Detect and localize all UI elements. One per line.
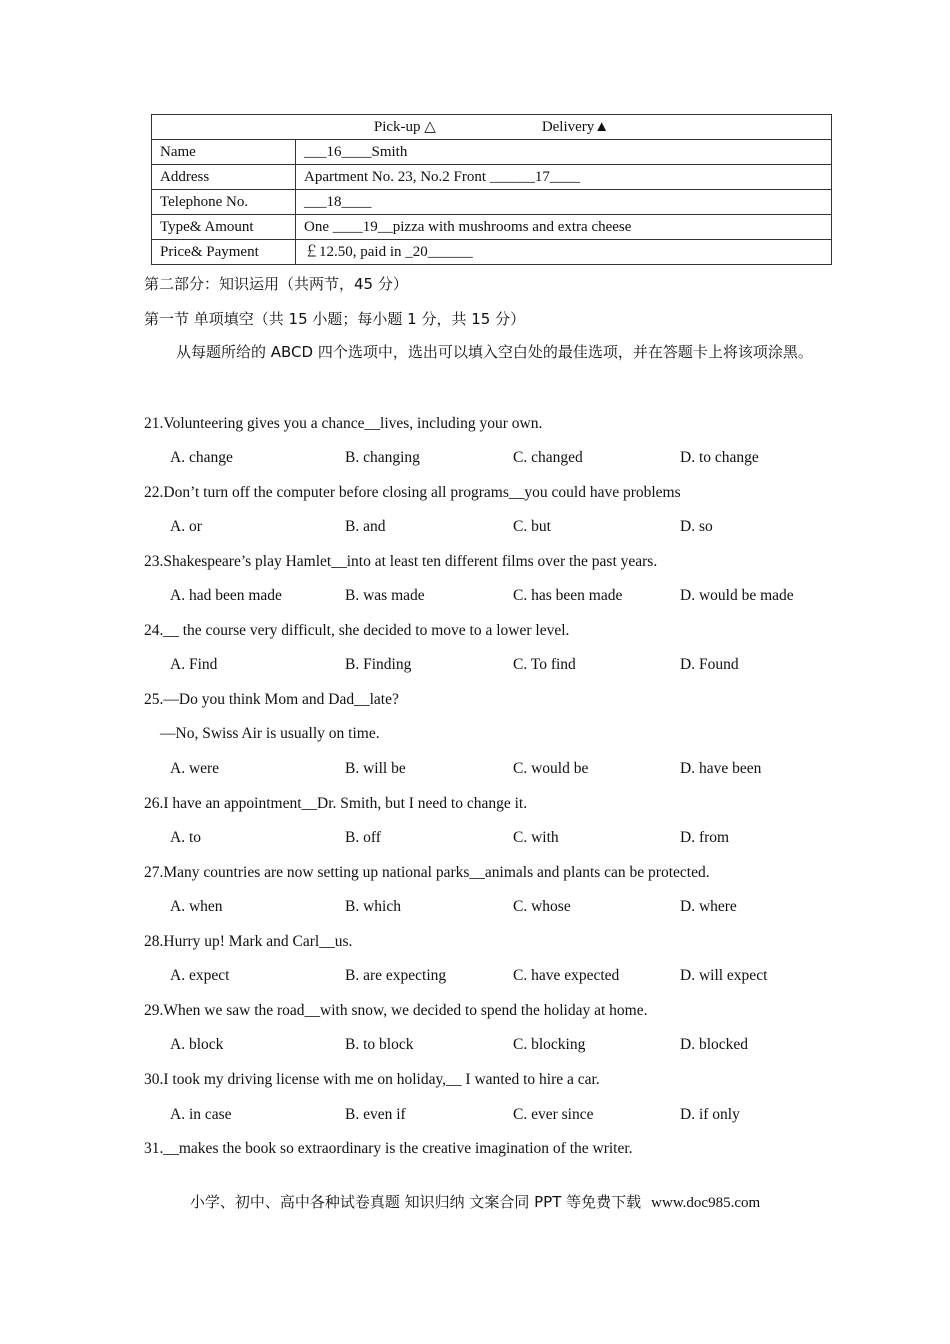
option-c: C. changed [513, 449, 583, 466]
table-row [152, 190, 832, 215]
row-label: Address [152, 165, 296, 190]
option-b: B. changing [345, 449, 420, 466]
option-c: C. ever since [513, 1106, 594, 1123]
option-c: C. To find [513, 656, 576, 673]
option-d: D. where [680, 898, 737, 915]
option-c: C. has been made [513, 587, 623, 604]
question-stem: 22.Don’t turn off the computer before closing all programs__you could have problems [144, 484, 681, 501]
option-a: A. were [170, 760, 220, 777]
table-row [152, 215, 832, 240]
option-d: D. Found [680, 656, 739, 673]
option-b: B. off [345, 829, 381, 846]
row-value: One ____19__pizza with mushrooms and extra cheese [296, 215, 832, 240]
order-form-header-row [152, 115, 832, 140]
option-d: D. will expect [680, 967, 768, 984]
question-stem: 25.—Do you think Mom and Dad__late? [144, 691, 399, 708]
option-b: B. was made [345, 587, 425, 604]
option-b: B. will be [345, 760, 406, 777]
question-stem: 26.I have an appointment__Dr. Smith, but I need to change it. [144, 795, 528, 812]
part-title: 第二部分：知识运用（共两节，45 分） [144, 275, 408, 293]
option-c: C. blocking [513, 1036, 586, 1053]
question-stem: 29.When we saw the road__with snow, we decided to spend the holiday at home. [144, 1002, 648, 1019]
option-d: D. so [680, 518, 713, 535]
footer-url[interactable]: www.doc985.com [651, 1195, 761, 1211]
option-d: D. blocked [680, 1036, 749, 1053]
question-stem: 28.Hurry up! Mark and Carl__us. [144, 933, 353, 950]
question-stem: 24.__ the course very difficult, she decided to move to a lower level. [144, 622, 570, 639]
option-c: C. whose [513, 898, 571, 915]
table-row [152, 240, 832, 265]
instructions: 从每题所给的 ABCD 四个选项中，选出可以填入空白处的最佳选项，并在答题卡上将该项涂黑。 [176, 343, 813, 361]
question-stem: 30.I took my driving license with me on holiday,__ I wanted to hire a car. [144, 1071, 600, 1088]
option-d: D. if only [680, 1106, 740, 1123]
option-b: B. Finding [345, 656, 412, 673]
question-reply: —No, Swiss Air is usually on time. [160, 725, 380, 742]
pickup-label: Pick-up △ [373, 119, 436, 135]
option-a: A. block [170, 1036, 224, 1053]
option-d: D. to change [680, 449, 759, 466]
option-b: B. even if [345, 1106, 406, 1123]
option-a: A. Find [170, 656, 218, 673]
footer-text: 小学、初中、高中各种试卷真题 知识归纳 文案合同 PPT 等免费下载 [189, 1193, 642, 1211]
row-value: ￡12.50, paid in _20______ [296, 240, 832, 265]
table-row [152, 140, 832, 165]
row-label: Telephone No. [152, 190, 296, 215]
row-value: Apartment No. 23, No.2 Front ______17____ [296, 165, 832, 190]
option-a: A. or [170, 518, 202, 535]
option-c: C. have expected [513, 967, 620, 984]
order-form-header [152, 115, 832, 140]
option-c: C. but [513, 518, 551, 535]
option-c: C. would be [513, 760, 589, 777]
option-d: D. from [680, 829, 730, 846]
option-a: A. in case [170, 1106, 232, 1123]
order-form-table [151, 114, 832, 265]
question-stem: 27.Many countries are now setting up national parks__animals and plants can be protected. [144, 864, 710, 881]
option-a: A. when [170, 898, 223, 915]
option-b: B. to block [345, 1036, 414, 1053]
option-a: A. to [170, 829, 201, 846]
row-label: Name [152, 140, 296, 165]
question-stem: 31.__makes the book so extraordinary is the creative imagination of the writer. [144, 1140, 633, 1157]
option-a: A. change [170, 449, 233, 466]
option-c: C. with [513, 829, 559, 846]
option-a: A. had been made [170, 587, 282, 604]
option-b: B. are expecting [345, 967, 447, 984]
option-a: A. expect [170, 967, 230, 984]
option-d: D. would be made [680, 587, 794, 604]
row-value: ___18____ [296, 190, 832, 215]
delivery-label: Delivery▲ [541, 119, 610, 135]
option-b: B. and [345, 518, 386, 535]
page-footer [0, 1191, 950, 1212]
row-label: Price& Payment [152, 240, 296, 265]
table-row [152, 165, 832, 190]
section-title: 第一节 单项填空（共 15 小题；每小题 1 分，共 15 分） [144, 310, 526, 328]
question-stem: 23.Shakespeare’s play Hamlet__into at least ten different films over the past years. [144, 553, 658, 570]
row-value: ___16____Smith [296, 140, 832, 165]
question-stem: 21.Volunteering gives you a chance__lives, including your own. [144, 415, 543, 432]
option-b: B. which [345, 898, 401, 915]
row-label: Type& Amount [152, 215, 296, 240]
option-d: D. have been [680, 760, 762, 777]
